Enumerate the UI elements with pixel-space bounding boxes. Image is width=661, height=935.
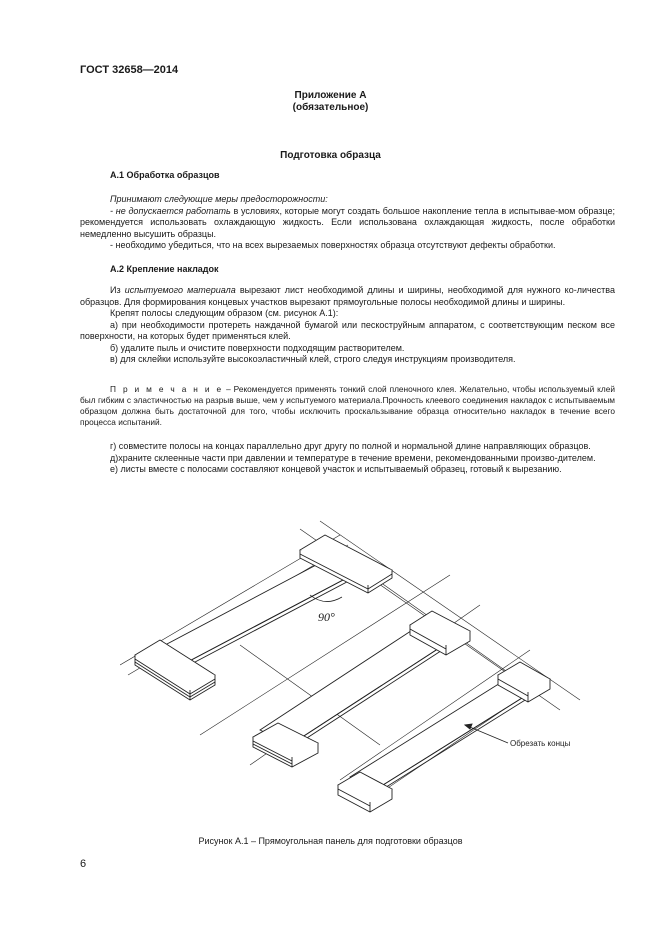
a2-paragraph-2: Крепят полосы следующим образом (см. рисунок А.1): [110,308,339,318]
a1-item2: - необходимо убедиться, что на всех вырезаемых поверхностях образца отсутствуют дефекты обработки. [110,240,556,250]
angle-label: 90° [318,610,335,624]
a2-body [80,285,615,366]
a2-paragraph-1 [80,285,615,308]
a2-p1-text: вырезают лист необходимой длины и ширины, необходимой для нужного ко-личества образцов. Для формирования концевых участков вырезают прямоугольные полосы необходимой длины и ширины. [80,285,615,307]
a1-item1-text: в условиях, которые могут создать большое накопление тепла в испытывае-мом образце; рекомендуется использовать охлаждающую жидкость. Если использована охлаждающая жидкость, после обработки немедленно высушить образцы. [80,205,615,239]
a1-intro: Принимают следующие меры предосторожности: [110,194,328,204]
figure-caption: Рисунок А.1 – Прямоугольная панель для подготовки образцов [198,836,463,846]
a2-step-a: а) при необходимости протереть наждачной бумагой или пескоструйным аппаратом, с соответствующим песком все поверхности, на которых будет применяться клей. [80,319,615,341]
section-title: Подготовка образца [280,150,381,161]
document-standard-header: ГОСТ 32658—2014 [80,64,179,76]
a2-steps-continued [80,441,615,476]
a2-p1-prefix: Из [110,285,125,295]
appendix-heading [0,90,661,114]
note [80,384,615,428]
a1-item1-emphasis: - не допускается работать [110,205,231,216]
a2-step-b: б) удалите пыль и очистите поверхности подходящим растворителем. [110,342,405,353]
note-text: – Рекомендуется применять тонкий слой пленочного клея. Желательно, чтобы используемый клей был гибким с эластичностью на разрыв выше, чем у испытуемого материала.Прочность клеевого соединения накладок с испытываемым образцом должна быть достаточной для того, чтобы исключить проскальзывание образца относительно накладок в течение всего процесса испытаний. [80,384,616,427]
appendix-status: (обязательное) [292,102,369,113]
a1-item1 [80,206,615,241]
a2-step-d: д)храните склеенные части при давлении и температуре в течение времени, рекомендованными произво-дителем. [110,452,596,463]
subsection-title-a2: А.2 Крепление накладок [110,264,219,274]
note-block [80,384,615,428]
a2-step-e: е) листы вместе с полосами составляют концевой участок и испытываемый образец, готовый к вырезанию. [110,464,562,474]
a1-body [80,194,615,252]
figure-panel-diagram [120,515,590,820]
a2-step-c: в) для склейки используйте высокоэластичный клей, строго следуя инструкциям производителя. [110,354,516,364]
appendix-title: Приложение А [294,90,367,101]
a2-step-g: г) совместите полосы на концах параллельно друг другу по полной и нормальной длине направляющих образцов. [110,441,591,451]
a2-p1-emphasis: испытуемого материала [124,285,236,295]
cut-ends-label: Обрезать концы [510,739,571,748]
subsection-title-a1: А.1 Обработка образцов [110,170,220,180]
note-label: П р и м е ч а н и е [110,384,224,394]
angle-arc [310,595,342,602]
page-number: 6 [80,858,87,870]
specimen-strip-3 [350,680,530,794]
